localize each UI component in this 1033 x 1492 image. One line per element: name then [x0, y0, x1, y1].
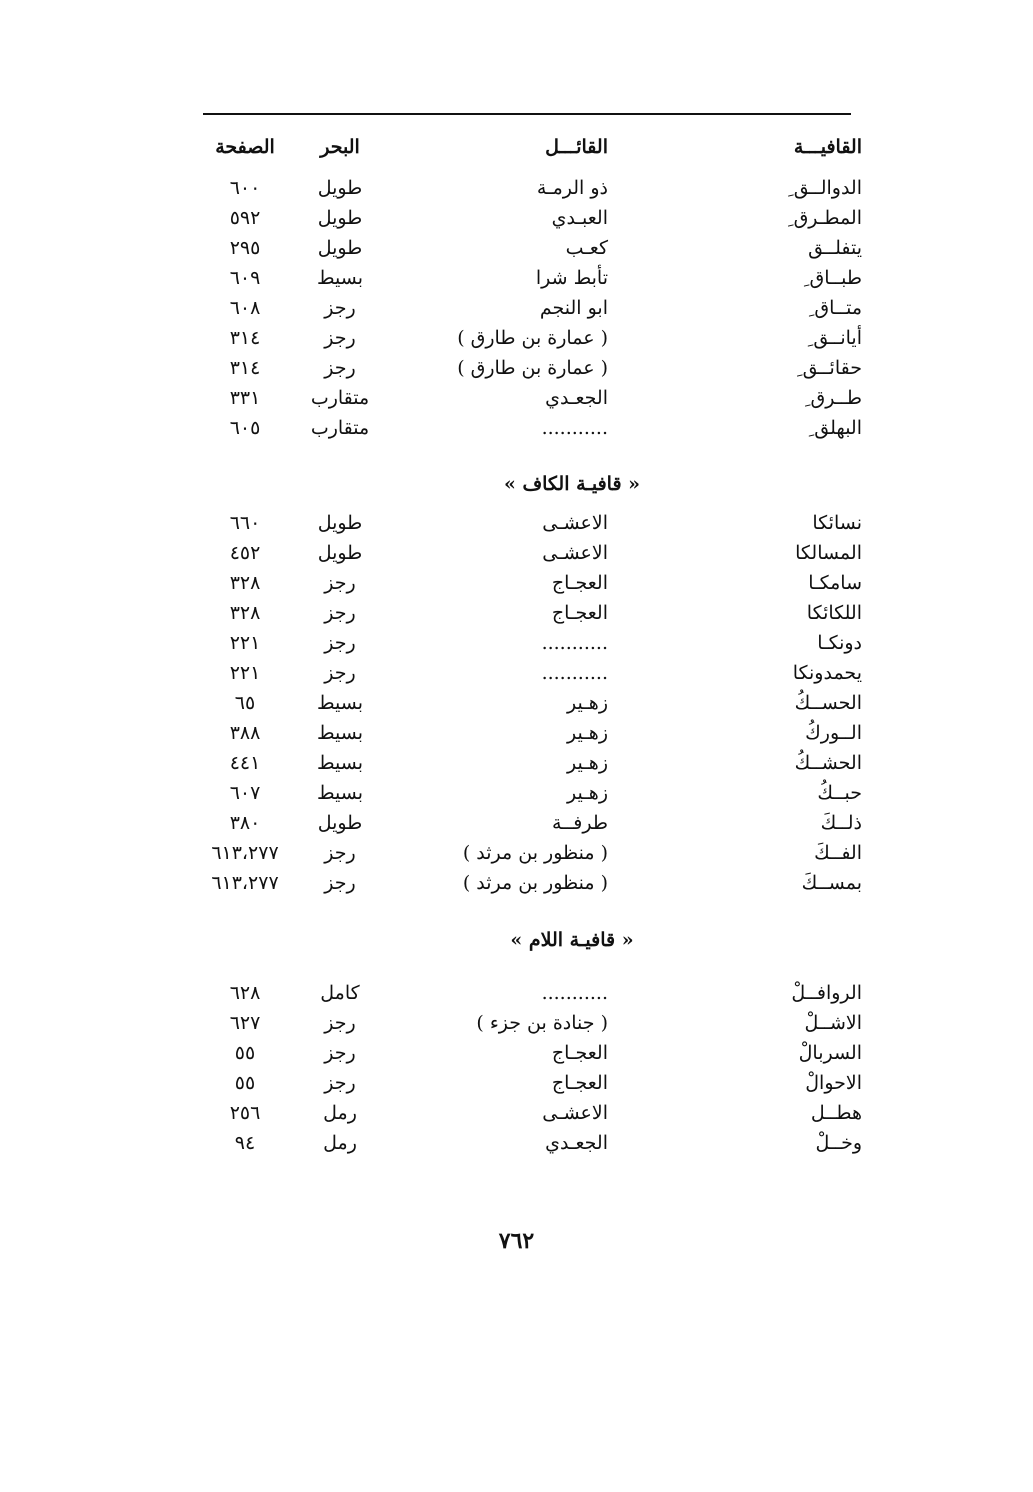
meter-cell: رجز — [324, 662, 356, 684]
table-row — [190, 868, 870, 898]
poet-cell: ........... — [541, 417, 608, 439]
page-ref-cell: ٦٠٥ — [229, 417, 261, 439]
meter-cell: رمل — [323, 1102, 357, 1124]
poet-cell: الاعشـى — [542, 542, 608, 564]
poet-cell: الجعـدي — [545, 387, 608, 409]
rhyme-cell: دونكـا — [817, 632, 862, 654]
section-title-text: « قافيـة اللام » — [510, 929, 634, 951]
rhyme-cell: الدوالــق ِ — [788, 177, 862, 199]
table-row — [190, 748, 870, 778]
poet-cell: ........... — [541, 982, 608, 1004]
meter-cell: طويل — [317, 207, 363, 229]
meter-cell: بسيط — [316, 752, 363, 774]
poet-cell: زهـير — [567, 692, 608, 714]
rhyme-cell: المطـرق ِ — [788, 207, 862, 229]
poet-cell: ( منظور بن مرثد ) — [462, 842, 608, 864]
meter-cell: رجز — [324, 1012, 356, 1034]
header-meter: البحر — [320, 136, 360, 158]
table-row — [190, 978, 870, 1008]
section-title-text: « قافيـة الكاف » — [503, 473, 641, 495]
table-row — [190, 598, 870, 628]
rhyme-cell: الحشــكُ — [794, 752, 862, 774]
meter-cell: بسيط — [316, 782, 363, 804]
poet-cell: ذو الرمـة — [536, 177, 608, 199]
table-row — [190, 568, 870, 598]
table-row — [190, 263, 870, 293]
table-row — [190, 1098, 870, 1128]
meter-cell: رجز — [324, 842, 356, 864]
poet-cell: طرفــة — [551, 812, 608, 834]
meter-cell: رجز — [324, 872, 356, 894]
rhyme-cell: سامكـا — [808, 572, 862, 594]
table-row — [190, 778, 870, 808]
page-ref-cell: ٦٠٨ — [229, 297, 261, 319]
table-row — [190, 808, 870, 838]
meter-cell: رمل — [323, 1132, 357, 1154]
rhyme-cell: طــرق ِ — [804, 387, 862, 409]
meter-cell: رجز — [324, 357, 356, 379]
poet-cell: ( جنادة بن جزء ) — [476, 1012, 608, 1034]
page-ref-cell: ٩٤ — [234, 1132, 256, 1154]
rhyme-cell: نسائكا — [812, 512, 862, 534]
rhyme-cell: اللكائكا — [806, 602, 862, 624]
poet-cell: زهـير — [567, 782, 608, 804]
table-row — [190, 233, 870, 263]
table-row — [190, 628, 870, 658]
table-header — [190, 132, 870, 162]
meter-cell: رجز — [324, 1072, 356, 1094]
poet-cell: العجـاج — [551, 572, 608, 594]
page-ref-cell: ٤٤١ — [229, 752, 261, 774]
meter-cell: رجز — [324, 602, 356, 624]
poet-cell: ( عمارة بن طارق ) — [457, 327, 608, 349]
table-row — [190, 1038, 870, 1068]
table-row — [190, 508, 870, 538]
table-row — [190, 1008, 870, 1038]
table-row — [190, 538, 870, 568]
poet-cell: زهـير — [567, 752, 608, 774]
page-ref-cell: ٦٦٠ — [229, 512, 261, 534]
poet-cell: العبـدي — [551, 207, 608, 229]
page-ref-cell: ٦٠٧ — [229, 782, 261, 804]
table-row — [190, 413, 870, 443]
meter-cell: متقارب — [310, 387, 370, 409]
page-ref-cell: ٦١٣،٢٧٧ — [211, 842, 279, 864]
table-row — [190, 658, 870, 688]
page-ref-cell: ٣٨٠ — [229, 812, 261, 834]
table-row — [190, 173, 870, 203]
page-ref-cell: ٦٢٧ — [229, 1012, 261, 1034]
poet-cell: ........... — [541, 662, 608, 684]
meter-cell: بسيط — [316, 267, 363, 289]
rhyme-cell: الاحوالْ — [805, 1072, 862, 1094]
meter-cell: بسيط — [316, 722, 363, 744]
rhyme-cell: الحســكُ — [794, 692, 862, 714]
page-ref-cell: ٣٣١ — [229, 387, 261, 409]
page-ref-cell: ٢٩٥ — [229, 237, 261, 259]
rhyme-cell: الروافــلْ — [791, 982, 862, 1004]
meter-cell: رجز — [324, 297, 356, 319]
top-rule — [203, 113, 851, 115]
meter-cell: رجز — [324, 632, 356, 654]
meter-cell: طويل — [317, 237, 363, 259]
table-row — [190, 838, 870, 868]
rhyme-cell: حقائــق ِ — [797, 357, 862, 379]
poet-cell: كعـب — [565, 237, 608, 259]
page-ref-cell: ٦٢٨ — [229, 982, 261, 1004]
page-ref-cell: ٥٥ — [234, 1072, 256, 1094]
page-ref-cell: ٦٠٩ — [229, 267, 261, 289]
rhyme-cell: يحمدونكا — [792, 662, 862, 684]
page-ref-cell: ٢٢١ — [229, 662, 261, 684]
page-ref-cell: ٦٥ — [234, 692, 256, 714]
page-ref-cell: ٢٥٦ — [229, 1102, 261, 1124]
page-ref-cell: ٣٨٨ — [229, 722, 261, 744]
table-row — [190, 323, 870, 353]
page-ref-cell: ٢٢١ — [229, 632, 261, 654]
table-row — [190, 383, 870, 413]
page-ref-cell: ٣١٤ — [229, 327, 261, 349]
table-row — [190, 688, 870, 718]
meter-cell: كامل — [320, 982, 360, 1004]
meter-cell: طويل — [317, 812, 363, 834]
rhyme-cell: ذلــكَ — [820, 812, 862, 834]
table-row — [190, 203, 870, 233]
header-rhyme: القافيـــة — [793, 136, 862, 158]
table-row — [190, 293, 870, 323]
table-row — [190, 1068, 870, 1098]
rhyme-cell: هطــل — [810, 1102, 862, 1124]
section-title — [190, 469, 870, 499]
page-ref-cell: ٣١٤ — [229, 357, 261, 379]
rhyme-cell: البهلق ِ — [808, 417, 862, 439]
table-row — [190, 1128, 870, 1158]
rhyme-cell: يتفلــق — [808, 237, 862, 259]
poet-cell: الاعشـى — [542, 1102, 608, 1124]
rhyme-cell: المسالكا — [795, 542, 862, 564]
rhyme-cell: حبــكُ — [817, 782, 862, 804]
page-ref-cell: ٦١٣،٢٧٧ — [211, 872, 279, 894]
meter-cell: رجز — [324, 1042, 356, 1064]
page-ref-cell: ٥٥ — [234, 1042, 256, 1064]
rhyme-cell: بمســكَ — [801, 872, 862, 894]
poet-cell: العجـاج — [551, 1042, 608, 1064]
meter-cell: متقارب — [310, 417, 370, 439]
rhyme-cell: أيانــق ِ — [807, 327, 862, 349]
page-ref-cell: ٣٢٨ — [229, 572, 261, 594]
rhyme-cell: طبــاق ِ — [803, 267, 862, 289]
rhyme-cell: متــاق ِ — [808, 297, 862, 319]
rhyme-cell: السربالْ — [798, 1042, 862, 1064]
meter-cell: طويل — [317, 542, 363, 564]
poet-cell: الاعشـى — [542, 512, 608, 534]
meter-cell: رجز — [324, 327, 356, 349]
page-ref-cell: ٥٩٢ — [229, 207, 261, 229]
poet-cell: العجـاج — [551, 602, 608, 624]
poet-cell: ابو النجم — [539, 297, 608, 319]
header-poet: القائـــل — [545, 136, 608, 158]
poet-cell: الجعـدي — [545, 1132, 608, 1154]
page-number: ٧٦٢ — [498, 1228, 535, 1254]
table-row — [190, 353, 870, 383]
rhyme-cell: الــوركُ — [805, 722, 862, 744]
poet-cell: زهـير — [567, 722, 608, 744]
meter-cell: رجز — [324, 572, 356, 594]
rhyme-cell: الفــكَ — [814, 842, 862, 864]
page-ref-cell: ٤٥٢ — [229, 542, 261, 564]
section-title — [190, 925, 870, 955]
page-ref-cell: ٣٢٨ — [229, 602, 261, 624]
meter-cell: طويل — [317, 512, 363, 534]
meter-cell: طويل — [317, 177, 363, 199]
rhyme-cell: الاشــلْ — [804, 1012, 862, 1034]
poet-cell: ........... — [541, 632, 608, 654]
meter-cell: بسيط — [316, 692, 363, 714]
page-ref-cell: ٦٠٠ — [229, 177, 261, 199]
table-row — [190, 718, 870, 748]
header-page: الصفحة — [215, 136, 275, 158]
poet-cell: العجـاج — [551, 1072, 608, 1094]
poet-cell: تأبط شرا — [535, 267, 608, 289]
poet-cell: ( عمارة بن طارق ) — [457, 357, 608, 379]
poet-cell: ( منظور بن مرثد ) — [462, 872, 608, 894]
rhyme-cell: وخــلْ — [815, 1132, 862, 1154]
